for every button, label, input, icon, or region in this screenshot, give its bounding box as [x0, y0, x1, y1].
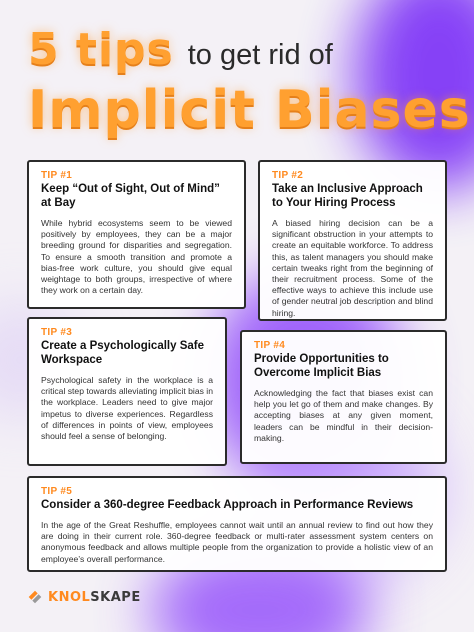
- tip-card-2: [258, 160, 447, 321]
- tip-body: Acknowledging the fact that biases exist can help you let go of them and make changes. By accepting biases at any given moment, leaders can be mindful in their decision-making.: [254, 388, 433, 443]
- tip-card-5: [27, 476, 447, 572]
- page-title: Implicit Biases: [28, 80, 471, 140]
- tip-body: A biased hiring decision can be a significant obstruction in your attempts to create an equitable workforce. To address this, as talent managers you should make certain tweaks right from the beginning of their recruitment process. Some of the effective ways to achieve this include use of gender neutral job description and blind hiring.: [272, 218, 433, 318]
- knolskape-logo-icon: [26, 588, 44, 606]
- tip-body: In the age of the Great Reshuffle, employees cannot wait until an annual review to find out how they are doing in their current role. 360-degree feedback or multi-rater assessment system centers on anonymous feedback and allows multiple people from the organization to provide a holistic view of an employee’s overall performance.: [41, 520, 433, 564]
- tip-body: Psychological safety in the workplace is a critical step towards alleviating implicit bias in the workplace. Leaders need to give major impetus to diverse experiences. Regardless of differences in points of view, employees should feel a sense of belonging.: [41, 375, 213, 442]
- tip-heading: Create a Psychologically Safe Workspace: [41, 340, 204, 366]
- tip-card-4: [240, 330, 447, 464]
- tip-heading: Provide Opportunities to Overcome Implicit Bias: [254, 353, 389, 379]
- tip-heading: Take an Inclusive Approach to Your Hiring Process: [272, 183, 423, 209]
- brand-logo: [26, 588, 141, 606]
- logo-text: [48, 590, 141, 605]
- tip-heading: Keep “Out of Sight, Out of Mind” at Bay: [41, 183, 220, 209]
- tip-card-1: [27, 160, 246, 309]
- tip-label: TIP #3: [41, 327, 73, 338]
- title-line-2: [28, 80, 471, 140]
- tips-count: 5 tips: [28, 24, 174, 75]
- title-line-1: [28, 24, 333, 75]
- tip-label: TIP #4: [254, 340, 286, 351]
- tip-label: TIP #1: [41, 170, 73, 181]
- logo-text-accent: KNOL: [48, 589, 91, 605]
- tip-heading: Consider a 360-degree Feedback Approach in Performance Reviews: [41, 499, 414, 511]
- tip-body: While hybrid ecosystems seem to be viewed positively by employees, they can be a major breeding ground for disparities and segregation. To ensure a smooth transition and promote a bias-free work culture, you should give equal weightage to both groups, irrespective of where they work on a certain day.: [41, 218, 232, 296]
- logo-text-rest: SKAPE: [90, 589, 141, 605]
- tip-label: TIP #2: [272, 170, 304, 181]
- subtitle: to get rid of: [187, 39, 333, 71]
- tip-label: TIP #5: [41, 486, 73, 497]
- tip-card-3: [27, 317, 227, 466]
